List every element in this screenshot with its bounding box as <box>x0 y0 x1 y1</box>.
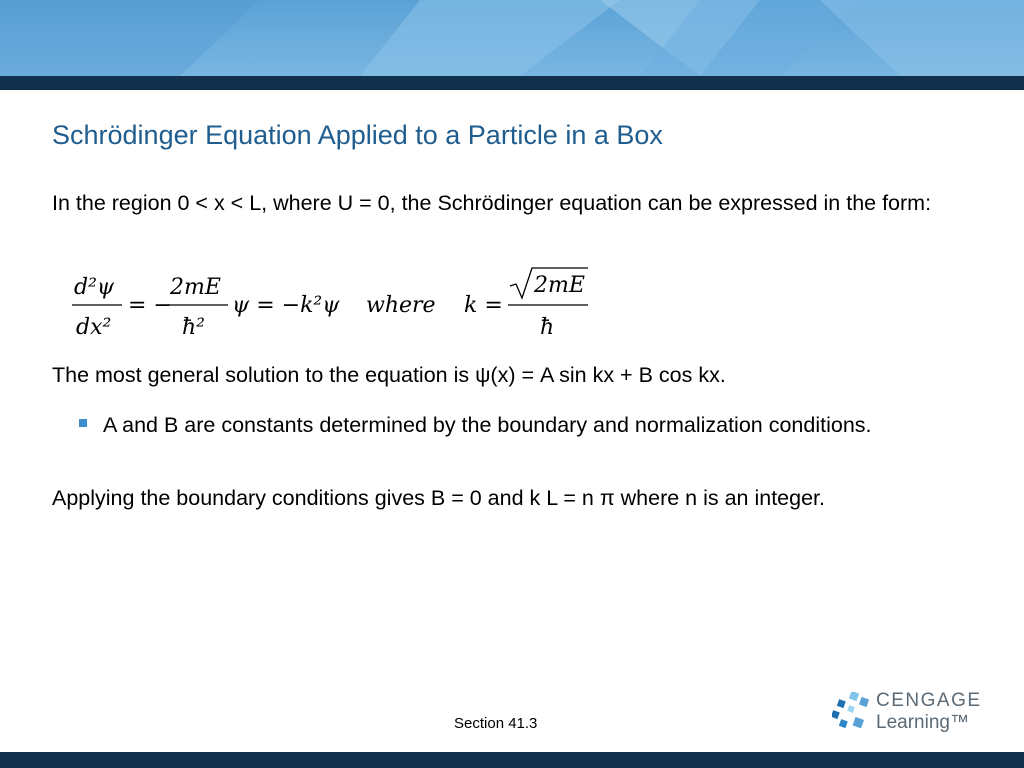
header-rule <box>0 76 1024 90</box>
eq-middle: ψ = −k²ψ <box>232 293 340 318</box>
eq-lhs-denominator: dx² <box>76 315 112 340</box>
schrodinger-equation <box>70 262 610 348</box>
footer-section-label: Section 41.3 <box>454 715 538 732</box>
footer-bar <box>0 752 1024 768</box>
logo-text-cengage: CENGAGE <box>876 690 982 711</box>
eq-lhs-numerator: d²ψ <box>74 275 115 300</box>
eq-k-lhs: k = <box>464 293 503 318</box>
intro-paragraph: In the region 0 < x < L, where U = 0, the Schrödinger equation can be expressed in the form: <box>52 191 932 215</box>
header-banner <box>0 0 1024 76</box>
eq-where: where <box>366 293 436 318</box>
square-bullet-icon <box>79 419 87 427</box>
banner-decoration <box>0 0 1024 76</box>
bullet-text: A and B are constants determined by the boundary and normalization conditions. <box>103 413 872 437</box>
eq-rhs-numerator: 2mE <box>170 275 221 300</box>
cengage-mark-icon <box>832 692 872 732</box>
boundary-paragraph: Applying the boundary conditions gives B = 0 and k L = n π where n is an integer. <box>52 486 826 510</box>
eq-equals-minus: = − <box>128 293 172 318</box>
solution-paragraph: The most general solution to the equation is ψ(x) = A sin kx + B cos kx. <box>52 363 726 387</box>
logo-text-learning: Learning™ <box>876 712 969 733</box>
eq-rhs-denominator: ħ² <box>182 315 205 340</box>
bullet-item <box>79 410 909 441</box>
eq-k-denominator: ħ <box>540 315 555 340</box>
cengage-learning-logo <box>832 690 982 740</box>
slide-title: Schrödinger Equation Applied to a Particle in a Box <box>52 120 663 150</box>
eq-k-numerator: 2mE <box>534 273 585 298</box>
